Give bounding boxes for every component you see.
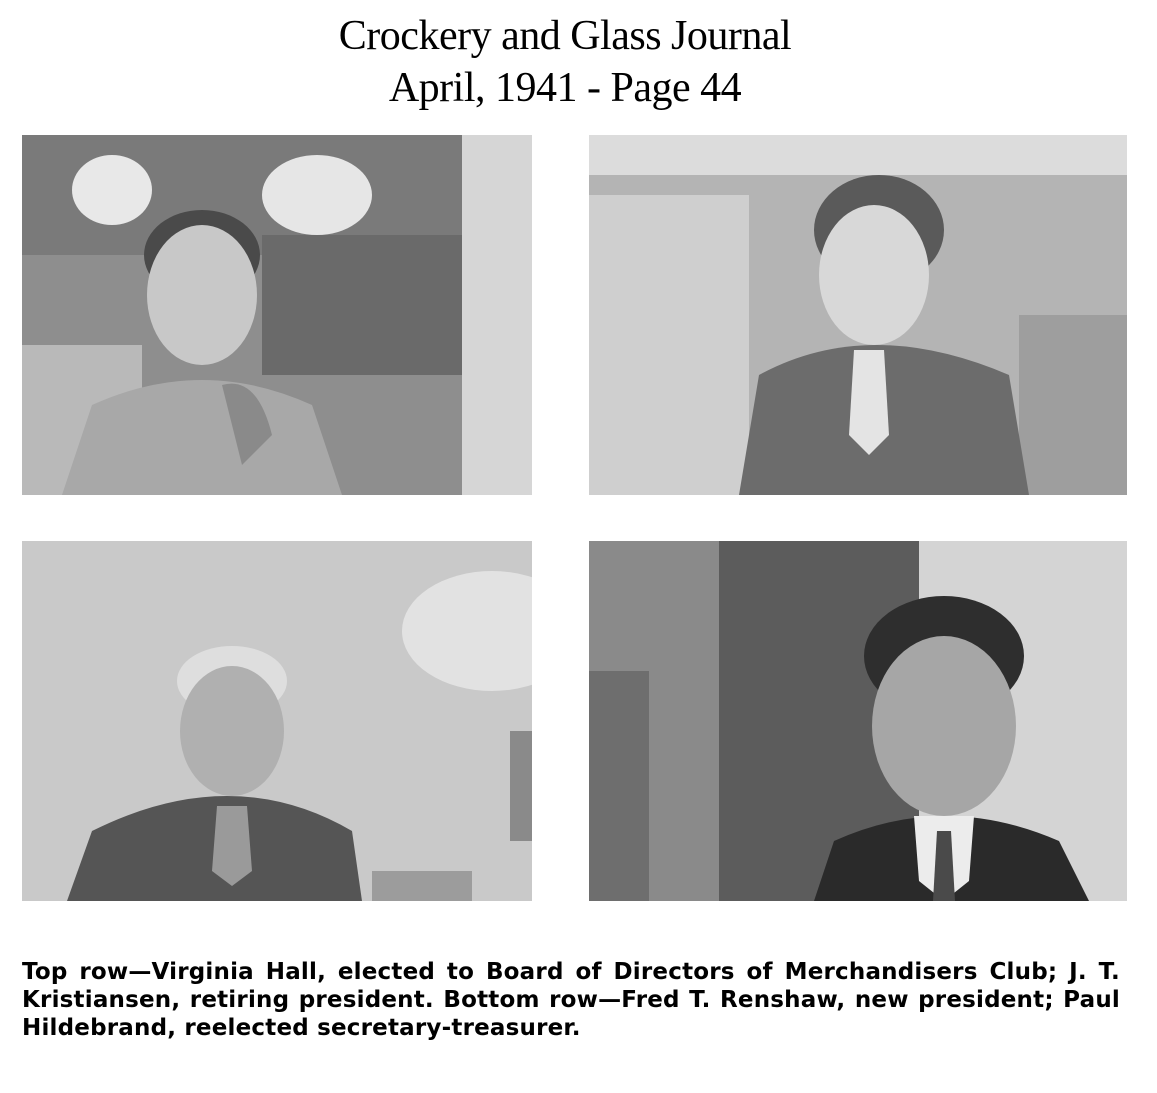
photo-bottom-right-image <box>589 541 1127 901</box>
photo-caption: Top row—Virginia Hall, elected to Board of Directors of Merchandisers Club; J. T. Kristiansen, retiring president. Bottom row—Fred T. Renshaw, new president; Paul Hildebrand, reelected secretary-treasurer. <box>22 959 1120 1041</box>
page-header <box>0 10 1130 114</box>
photo-top-left <box>22 135 532 495</box>
photo-top-left-image <box>22 135 532 495</box>
photo-bottom-right <box>589 541 1127 901</box>
photo-bottom-left <box>22 541 532 901</box>
publication-title: Crockery and Glass Journal <box>338 13 792 59</box>
issue-date-page: April, 1941 - Page 44 <box>388 65 742 111</box>
photo-top-right <box>589 135 1127 495</box>
photo-bottom-left-image <box>22 541 532 901</box>
photo-top-right-image <box>589 135 1127 495</box>
